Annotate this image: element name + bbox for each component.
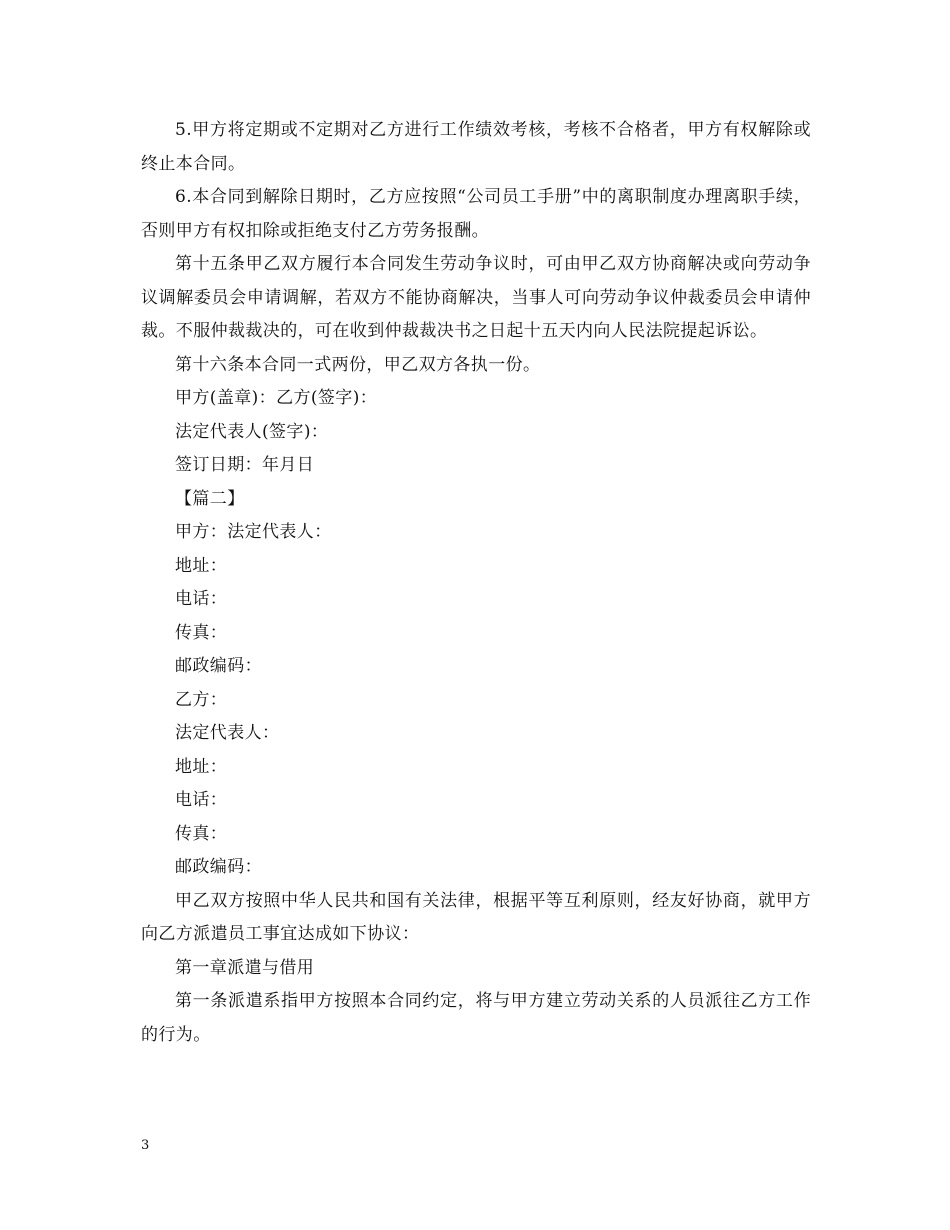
party-a-line: 甲方：法定代表人： xyxy=(175,522,332,542)
signature-party-line: 甲方(盖章)：乙方(签字)： xyxy=(175,388,378,408)
section-heading-part-two: 【篇二】 xyxy=(175,488,245,509)
party-a-postcode-line: 邮政编码： xyxy=(175,656,262,676)
agreement-preamble: 甲乙双方按照中华人民共和国有关法律，根据平等互利原则，经友好协商，就甲方向乙方派遣员工事宜达成如下协议： xyxy=(141,890,811,944)
party-b-address-line: 地址： xyxy=(175,756,228,777)
clause-6-resignation-procedure: 6.本合同到解除日期时，乙方应按照“公司员工手册”中的离职制度办理离职手续，否则甲方有权扣除或拒绝支付乙方劳务报酬。 xyxy=(141,187,811,241)
party-b-postcode-line: 邮政编码： xyxy=(175,857,262,877)
party-a-fax-line: 传真： xyxy=(175,622,228,643)
party-a-phone-line: 电话： xyxy=(175,589,228,609)
signing-date-line: 签订日期：年月日 xyxy=(175,455,315,475)
party-b-line: 乙方： xyxy=(175,689,228,710)
party-b-legal-representative-line: 法定代表人： xyxy=(175,723,280,743)
article-15-labor-dispute: 第十五条甲乙双方履行本合同发生劳动争议时，可由甲乙双方协商解决或向劳动争议调解委员会申请调解，若双方不能协商解决，当事人可向劳动争议仲裁委员会申请仲裁。不服仲裁裁决的，可在收到仲裁裁决书之日起十五天内向人民法院提起诉讼。 xyxy=(141,254,811,341)
party-a-address-line: 地址： xyxy=(175,555,228,576)
party-b-fax-line: 传真： xyxy=(175,823,228,844)
document-body xyxy=(141,114,811,1052)
article-16-copies: 第十六条本合同一式两份，甲乙双方各执一份。 xyxy=(175,354,541,375)
article-1-dispatch-definition: 第一条派遣系指甲方按照本合同约定，将与甲方建立劳动关系的人员派往乙方工作的行为。 xyxy=(141,991,811,1045)
legal-representative-signature-line: 法定代表人(签字)： xyxy=(175,421,329,442)
clause-5-performance-review: 5.甲方将定期或不定期对乙方进行工作绩效考核，考核不合格者，甲方有权解除或终止本合同。 xyxy=(141,120,811,174)
party-b-phone-line: 电话： xyxy=(175,790,228,810)
chapter-1-heading: 第一章派遣与借用 xyxy=(175,957,315,978)
page-number: 3 xyxy=(141,1138,150,1153)
